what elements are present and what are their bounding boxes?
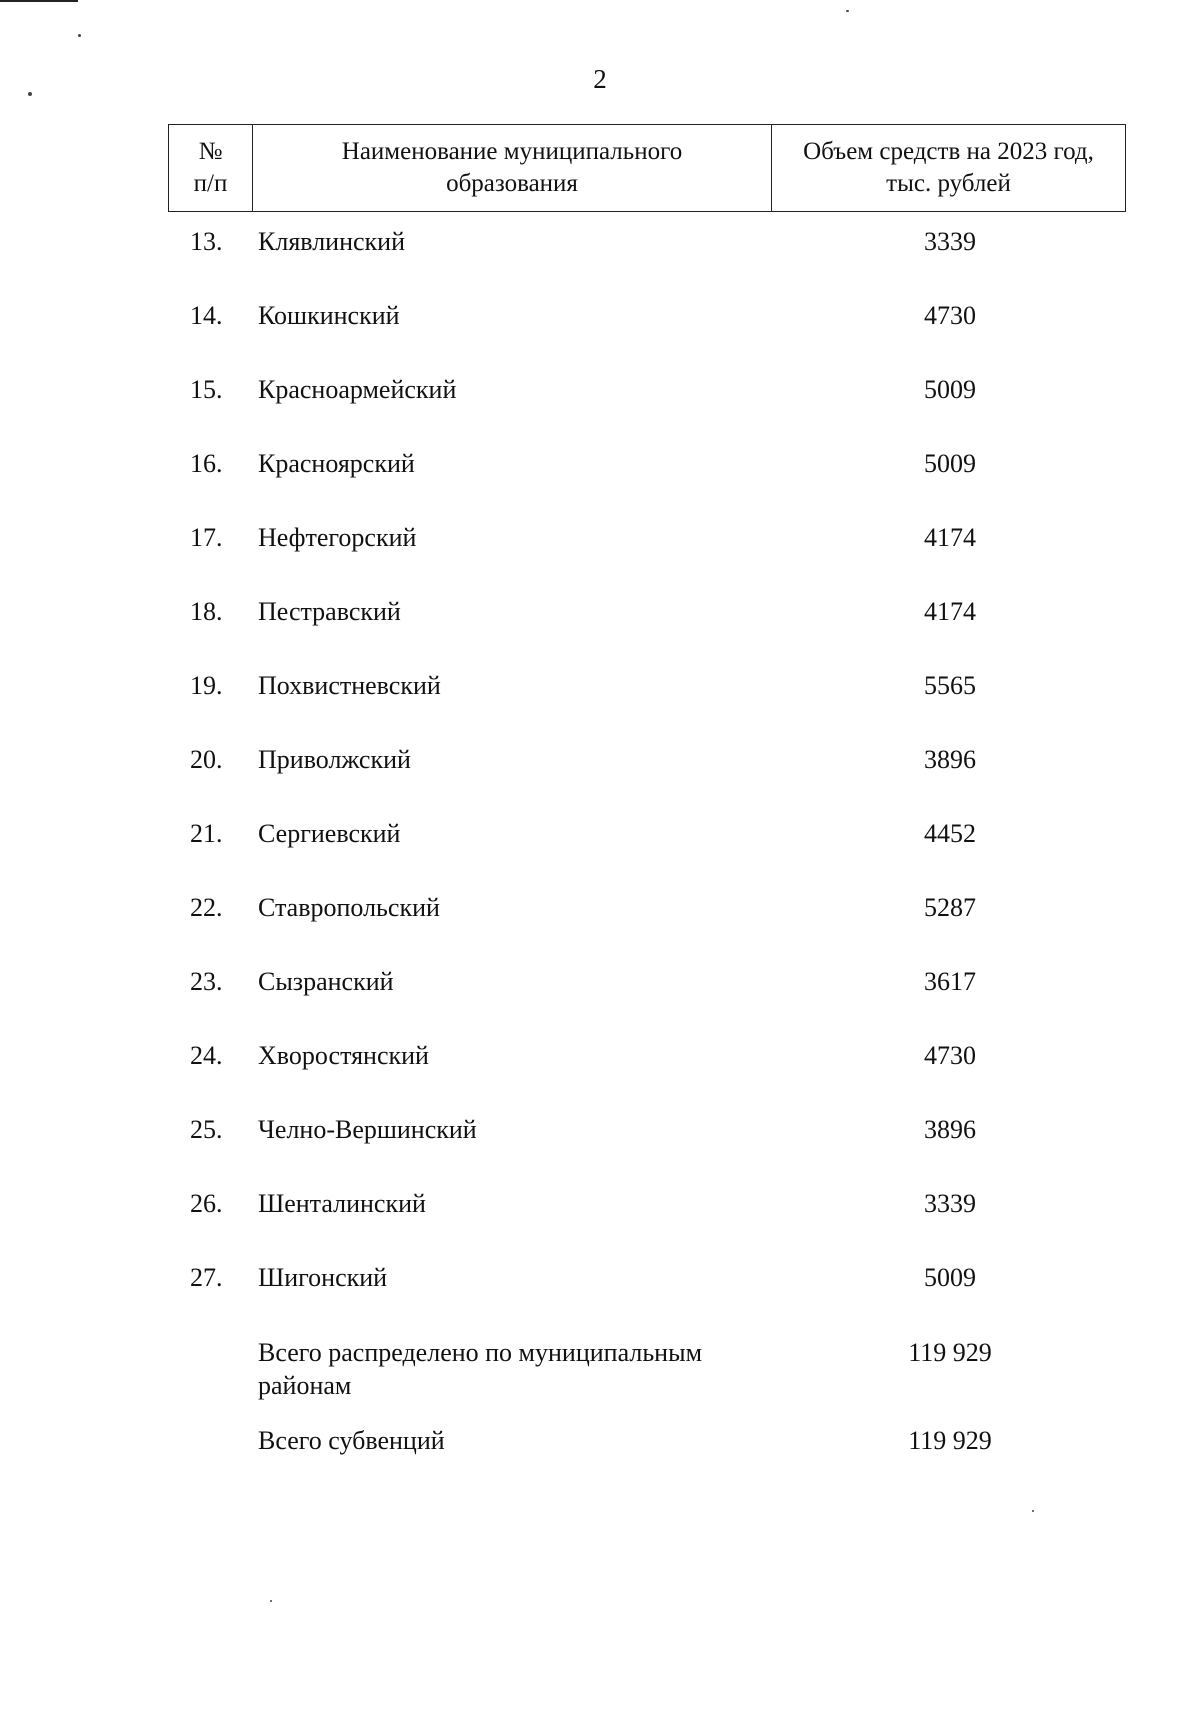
row-number: 20. [190,745,223,774]
row-number: 15. [190,375,223,404]
row-name: Шенталинский [258,1189,426,1218]
row-number: 18. [190,597,223,626]
row-name: Шигонский [258,1263,388,1292]
row-number: 22. [190,893,223,922]
row-amount: 5009 [924,449,976,478]
table-header [168,124,1126,212]
row-amount: 3339 [924,227,976,256]
row-number: 25. [190,1115,223,1144]
table-row [0,816,1200,852]
row-name: Сергиевский [258,819,401,848]
row-name: Клявлинский [258,227,406,256]
table-row [0,1260,1200,1296]
table-row [0,446,1200,482]
table-row [0,890,1200,926]
table-row [0,1112,1200,1148]
row-amount: 4174 [924,597,976,626]
table-row [0,372,1200,408]
table-row [0,668,1200,704]
row-number: 17. [190,523,223,552]
row-name: Пестравский [258,597,401,626]
row-amount: 5009 [924,375,976,404]
total-amount: 119 929 [908,1338,992,1367]
table-row [0,1038,1200,1074]
total-label: Всего распределено по муниципальным районам [258,1338,703,1400]
row-amount: 4730 [924,1041,976,1070]
table-row [0,964,1200,1000]
row-amount: 5287 [924,893,976,922]
header-number: № п/п [169,125,253,211]
row-name: Красноармейский [258,375,457,404]
row-amount: 3896 [924,1115,976,1144]
row-name: Челно-Вершинский [258,1115,477,1144]
row-number: 21. [190,819,223,848]
row-number: 24. [190,1041,223,1070]
row-amount: 4174 [924,523,976,552]
row-amount: 5565 [924,671,976,700]
page-number: 2 [593,64,607,94]
table-row [0,1186,1200,1222]
row-amount: 5009 [924,1263,976,1292]
row-amount: 3896 [924,745,976,774]
row-name: Похвистневский [258,671,441,700]
total-amount: 119 929 [908,1426,992,1455]
row-amount: 3339 [924,1189,976,1218]
row-number: 16. [190,449,223,478]
row-number: 14. [190,301,223,330]
row-amount: 4730 [924,301,976,330]
row-name: Красноярский [258,449,415,478]
row-name: Сызранский [258,967,394,996]
scan-speck [846,10,849,12]
total-label: Всего субвенций [258,1426,445,1455]
table-row [0,594,1200,630]
row-name: Приволжский [258,745,411,774]
table-row [0,520,1200,556]
row-number: 13. [190,227,223,256]
row-name: Кошкинский [258,301,400,330]
scan-speck [78,34,81,37]
row-number: 19. [190,671,223,700]
row-name: Ставропольский [258,893,440,922]
table-row [0,298,1200,334]
row-name: Нефтегорский [258,523,417,552]
row-number: 23. [190,967,223,996]
row-amount: 3617 [924,967,976,996]
scan-edge-mark [0,0,78,2]
scan-speck [270,1600,272,1602]
row-amount: 4452 [924,819,976,848]
table-row [0,742,1200,778]
header-name: Наименование муниципального образования [253,125,772,211]
row-number: 27. [190,1263,223,1292]
row-name: Хворостянский [258,1041,429,1070]
scan-speck [1032,1510,1034,1512]
table-row [0,224,1200,260]
row-number: 26. [190,1189,223,1218]
header-amount: Объем средств на 2023 год, тыс. рублей [803,138,1094,197]
